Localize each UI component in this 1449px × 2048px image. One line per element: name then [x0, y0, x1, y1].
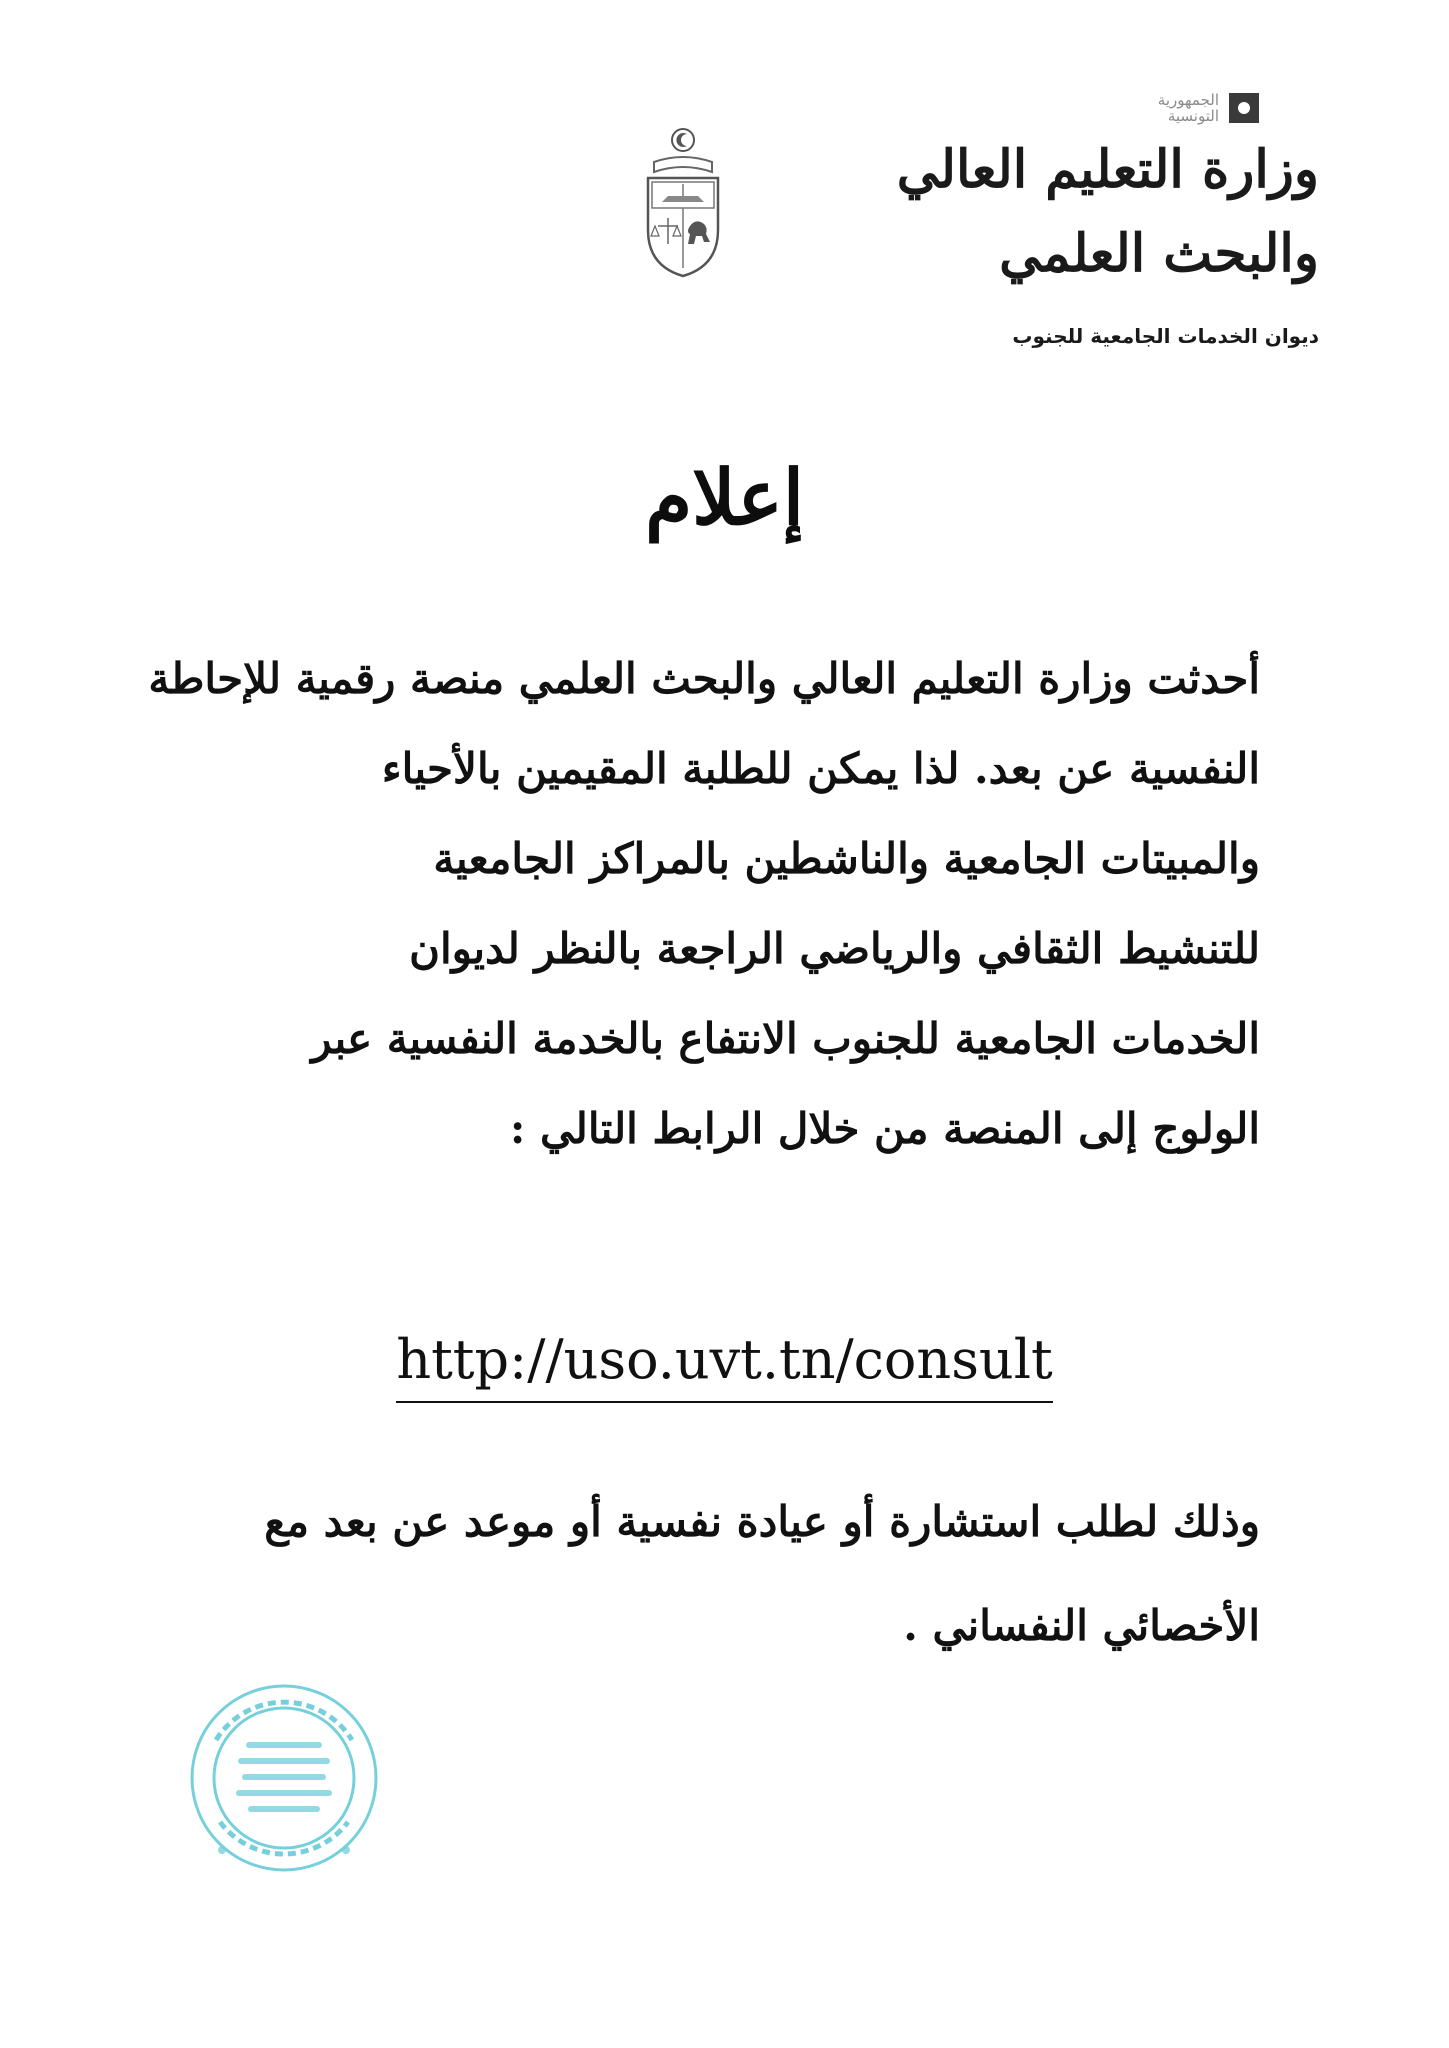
notice-body — [148, 634, 1260, 1174]
closing-line: الأخصائي النفساني . — [903, 1601, 1260, 1650]
tunisia-flag-icon — [1229, 93, 1259, 123]
body-line: النفسية عن بعد. لذا يمكن للطلبة المقيمين بالأحياء — [381, 744, 1260, 793]
closing-line: وذلك لطلب استشارة أو عيادة نفسية أو موعد عن بعد مع — [264, 1497, 1260, 1546]
body-line: الخدمات الجامعية للجنوب الانتفاع بالخدمة النفسية عبر — [311, 1014, 1260, 1063]
ministry-name-line-1: وزارة التعليم العالي — [896, 139, 1319, 200]
link-container — [0, 1325, 1449, 1403]
tunisia-coat-of-arms-icon — [640, 126, 726, 278]
office-name: ديوان الخدمات الجامعية للجنوب — [1012, 324, 1319, 348]
notice-title: إعلام — [645, 453, 804, 542]
body-line: والمبيتات الجامعية والناشطين بالمراكز الجامعية — [433, 834, 1260, 883]
ministry-name-line-2: والبحث العلمي — [999, 223, 1319, 284]
republic-label: الجمهورية التونسية — [1157, 91, 1219, 125]
official-stamp-icon — [186, 1680, 382, 1876]
body-line: أحدثت وزارة التعليم العالي والبحث العلمي منصة رقمية للإحاطة — [148, 654, 1260, 703]
closing-paragraph — [260, 1470, 1260, 1678]
consult-platform-link[interactable]: http://uso.uvt.tn/consult — [396, 1325, 1052, 1403]
ministry-header — [896, 91, 1319, 292]
body-line: للتنشيط الثقافي والرياضي الراجعة بالنظر لديوان — [409, 924, 1260, 973]
republic-row — [979, 92, 1259, 124]
body-line: الولوج إلى المنصة من خلال الرابط التالي : — [509, 1104, 1260, 1153]
